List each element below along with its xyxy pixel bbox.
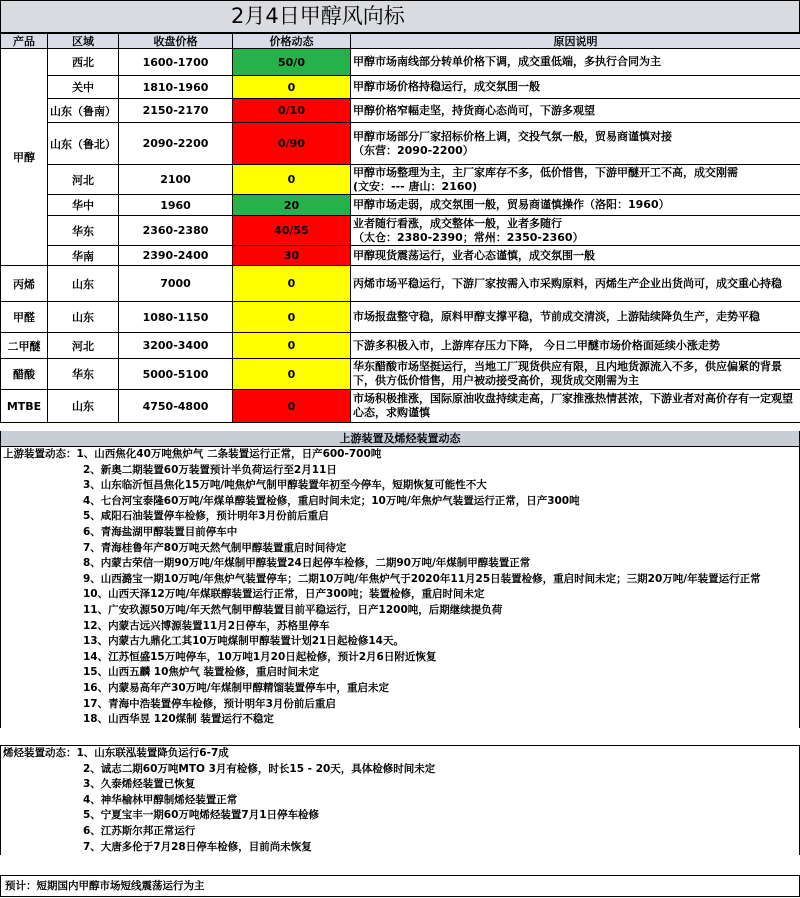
note-item: 7、大唐多伦于7月28日停车检修，目前尚未恢复	[83, 840, 312, 853]
reason-cell	[351, 195, 800, 216]
table-row	[1, 359, 800, 390]
header-price: 收盘价格	[119, 34, 233, 49]
note-item: 8、内蒙古荣信一期90万吨/年煤制甲醇装置24日起停车检修，二期90万吨/年煤制甲醇装置正常	[83, 557, 531, 570]
forecast-text: 预计：短期国内甲醇市场短线震荡运行为主	[0, 875, 800, 897]
note-item: 12、内蒙古远兴博源装置11月2日停车，苏格里停车	[83, 619, 330, 632]
change-cell: 0	[233, 302, 351, 333]
table-row	[1, 390, 800, 423]
change-cell: 40/55	[233, 216, 351, 246]
region-cell: 关中	[48, 76, 119, 99]
header-region: 区域	[48, 34, 119, 49]
reason-cell	[351, 359, 800, 390]
reason-line: 业者随行看涨，成交整体一般，业者多随行	[353, 216, 562, 230]
notes-label: 上游装置动态：	[3, 448, 77, 460]
note-item: 2、诚志二期60万吨MTO 3月有检修，时长15 - 20天，具体检修时间未定	[83, 762, 436, 775]
reason-cell	[351, 216, 800, 246]
note-line	[1, 447, 799, 463]
header-reason: 原因说明	[351, 34, 800, 49]
reason-cell	[351, 246, 800, 266]
change-cell: 0/10	[233, 99, 351, 123]
price-cell: 7000	[119, 266, 233, 302]
change-cell: 50/0	[233, 49, 351, 76]
note-item: 6、青海盐湖甲醇装置目前停车中	[83, 525, 238, 538]
product-cell: 醋酸	[1, 359, 48, 390]
change-cell: 0	[233, 165, 351, 195]
note-item: 14、江苏恒盛15万吨停车，10万吨1月20日起检修，预计2月6日附近恢复	[83, 650, 437, 663]
reason-line: 甲醇市场整理为主，主厂家库存不多，低价惜售，下游甲醚开工不高，成交刚需	[353, 165, 738, 179]
product-cell: MTBE	[1, 390, 48, 423]
region-cell: 山东	[48, 302, 119, 333]
olefin-notes	[0, 746, 800, 855]
price-cell: 1960	[119, 195, 233, 216]
table-row	[1, 333, 800, 359]
note-item: 9、山西潞宝一期10万吨/年焦炉气装置停车；二期10万吨/年焦炉气于2020年11月25日装置检修，重启时间未定；三期20万吨/年装置运行正常	[83, 572, 761, 585]
price-cell: 2090-2200	[119, 123, 233, 165]
table-row	[1, 76, 800, 99]
price-table	[0, 33, 800, 423]
product-cell: 丙烯	[1, 266, 48, 302]
reason-line: (文安：--- 唐山：2160)	[353, 179, 478, 193]
region-cell: 山东（鲁北）	[48, 123, 119, 165]
region-cell: 山东（鲁南）	[48, 99, 119, 123]
note-item: 5、宁夏宝丰一期60万吨烯烃装置7月1日停车检修	[83, 809, 320, 822]
region-cell: 河北	[48, 165, 119, 195]
price-cell: 2100	[119, 165, 233, 195]
note-item: 1、山西焦化40万吨焦炉气 二条装置运行正常，日产600-700吨	[76, 448, 382, 460]
table-row	[1, 216, 800, 246]
table-row	[1, 266, 800, 302]
note-line	[1, 746, 799, 762]
note-item: 10、山西天泽12万吨/年煤联醇装置运行正常，日产300吨；装置检修，重启时间未定	[83, 588, 485, 601]
note-item: 13、内蒙古九鼎化工其10万吨煤制甲醇装置计划21日起检修14天。	[83, 635, 404, 648]
table-row	[1, 99, 800, 123]
header-product: 产品	[1, 34, 48, 49]
price-cell: 2150-2170	[119, 99, 233, 123]
change-cell: 0	[233, 333, 351, 359]
price-cell: 4750-4800	[119, 390, 233, 423]
price-cell: 1600-1700	[119, 49, 233, 76]
reason-line: 心态，求购谨慎	[353, 406, 430, 419]
note-item: 6、江苏斯尔邦正常运行	[83, 824, 196, 837]
reason-cell	[351, 99, 800, 123]
price-cell: 1080-1150	[119, 302, 233, 333]
reason-cell	[351, 390, 800, 423]
note-item: 2、新奥二期装置60万装置预计半负荷运行至2月11日	[83, 463, 337, 476]
reason-line: 甲醇市场部分厂家招标价格上调，交投气氛一般，贸易商谨慎对接	[353, 129, 672, 143]
product-cell: 甲醇	[1, 49, 48, 266]
reason-cell	[351, 302, 800, 333]
price-cell: 1810-1960	[119, 76, 233, 99]
table-header-row	[1, 34, 800, 49]
price-cell: 2390-2400	[119, 246, 233, 266]
product-cell: 二甲醚	[1, 333, 48, 359]
note-item: 11、广安玖源50万吨/年天然气制甲醇装置目前平稳运行，日产1200吨，后期继续提负荷	[83, 603, 503, 616]
reason-line: 下，供方低价惜售，用户被动接受高价，现货成交刚需为主	[353, 374, 639, 387]
note-item: 4、神华榆林甲醇制烯烃装置正常	[83, 793, 238, 806]
table-row	[1, 123, 800, 165]
note-item: 3、久泰烯烃装置已恢复	[83, 778, 196, 791]
note-item: 7、青海桂鲁年产80万吨天然气制甲醇装置重启时间待定	[83, 541, 347, 554]
note-item: 18、山西华昱 120煤制 装置运行不稳定	[83, 713, 274, 726]
reason-cell	[351, 76, 800, 99]
reason-line: （太仓：2380-2390；常州：2350-2360）	[353, 230, 584, 244]
note-item: 17、青海中浩装置停车检修，预计明年3月份前后重启	[83, 697, 336, 710]
change-cell: 0	[233, 76, 351, 99]
note-item: 5、咸阳石油装置停车检修，预计明年3月份前后重启	[83, 510, 329, 523]
region-cell: 华中	[48, 195, 119, 216]
notes-label: 烯烃装置动态：	[3, 747, 77, 759]
reason-cell	[351, 165, 800, 195]
reason-line: 甲醇市场走弱，成交氛围一般，贸易商谨慎操作（洛阳：1960）	[353, 198, 670, 211]
product-cell: 甲醛	[1, 302, 48, 333]
reason-line: 市场报盘整守稳，原料甲醇支撑平稳，节前成交清淡，上游陆续降负生产，走势平稳	[353, 310, 760, 323]
note-item: 1、山东联泓装置降负运行6-7成	[76, 747, 229, 759]
reason-cell	[351, 266, 800, 302]
section-title: 上游装置及烯烃装置动态	[0, 431, 800, 447]
table-row	[1, 302, 800, 333]
reason-cell	[351, 49, 800, 76]
upstream-notes	[0, 447, 800, 728]
reason-line: 丙烯市场平稳运行，下游厂家按需入市采购原料，丙烯生产企业出货尚可，成交重心持稳	[353, 276, 782, 290]
price-cell: 3200-3400	[119, 333, 233, 359]
table-row	[1, 246, 800, 266]
note-item: 3、山东临沂恒昌焦化15万吨/吨焦炉气制甲醇装置年初至今停车，短期恢复可能性不大	[83, 479, 487, 492]
region-cell: 河北	[48, 333, 119, 359]
table-row	[1, 49, 800, 76]
change-cell: 0	[233, 359, 351, 390]
change-cell: 20	[233, 195, 351, 216]
reason-line: 市场积极推涨，国际原油收盘持续走高，厂家推涨热情甚浓，下游业者对高价存有一定观望	[353, 392, 793, 405]
reason-cell	[351, 333, 800, 359]
page-title: 2月4日甲醇风向标	[0, 0, 800, 33]
reason-line: 下游多积极入市，上游库存压力下降， 今日二甲醚市场价格面延续小涨走势	[353, 338, 720, 352]
change-cell: 30	[233, 246, 351, 266]
region-cell: 华南	[48, 246, 119, 266]
reason-line: 甲醇市场价格持稳运行，成交氛围一般	[353, 80, 540, 93]
table-row	[1, 195, 800, 216]
price-cell: 2360-2380	[119, 216, 233, 246]
region-cell: 西北	[48, 49, 119, 76]
reason-line: 甲醇市场南线部分转单价格下调，成交重低端，多执行合同为主	[353, 55, 661, 68]
change-cell: 0/90	[233, 123, 351, 165]
note-item: 16、内蒙易高年产30万吨/年煤制甲醇精馏装置停车中，重启未定	[83, 681, 390, 694]
region-cell: 山东	[48, 266, 119, 302]
reason-cell	[351, 123, 800, 165]
region-cell: 华东	[48, 216, 119, 246]
region-cell: 华东	[48, 359, 119, 390]
reason-line: 甲醇现货震荡运行，业者心态谨慎，成交氛围一般	[353, 248, 595, 262]
reason-line: （东营：2090-2200）	[353, 143, 474, 157]
price-cell: 5000-5100	[119, 359, 233, 390]
table-row	[1, 165, 800, 195]
header-change: 价格动态	[233, 34, 351, 49]
region-cell: 山东	[48, 390, 119, 423]
change-cell: 0	[233, 266, 351, 302]
note-item: 15、山西五麟 10焦炉气 装置检修，重启时间未定	[83, 666, 320, 679]
note-item: 4、七台河宝泰隆60万吨/年煤单醇装置检修，重启时间未定；10万吨/年焦炉气装置运行正常，日产300吨	[83, 494, 580, 507]
reason-line: 华东醋酸市场坚挺运行，当地工厂现货供应有限，且内地货源流入不多，供应偏紧的背景	[353, 360, 782, 373]
reason-line: 甲醇价格窄幅走坚，持货商心态尚可，下游多观望	[353, 103, 595, 117]
change-cell: 0	[233, 390, 351, 423]
